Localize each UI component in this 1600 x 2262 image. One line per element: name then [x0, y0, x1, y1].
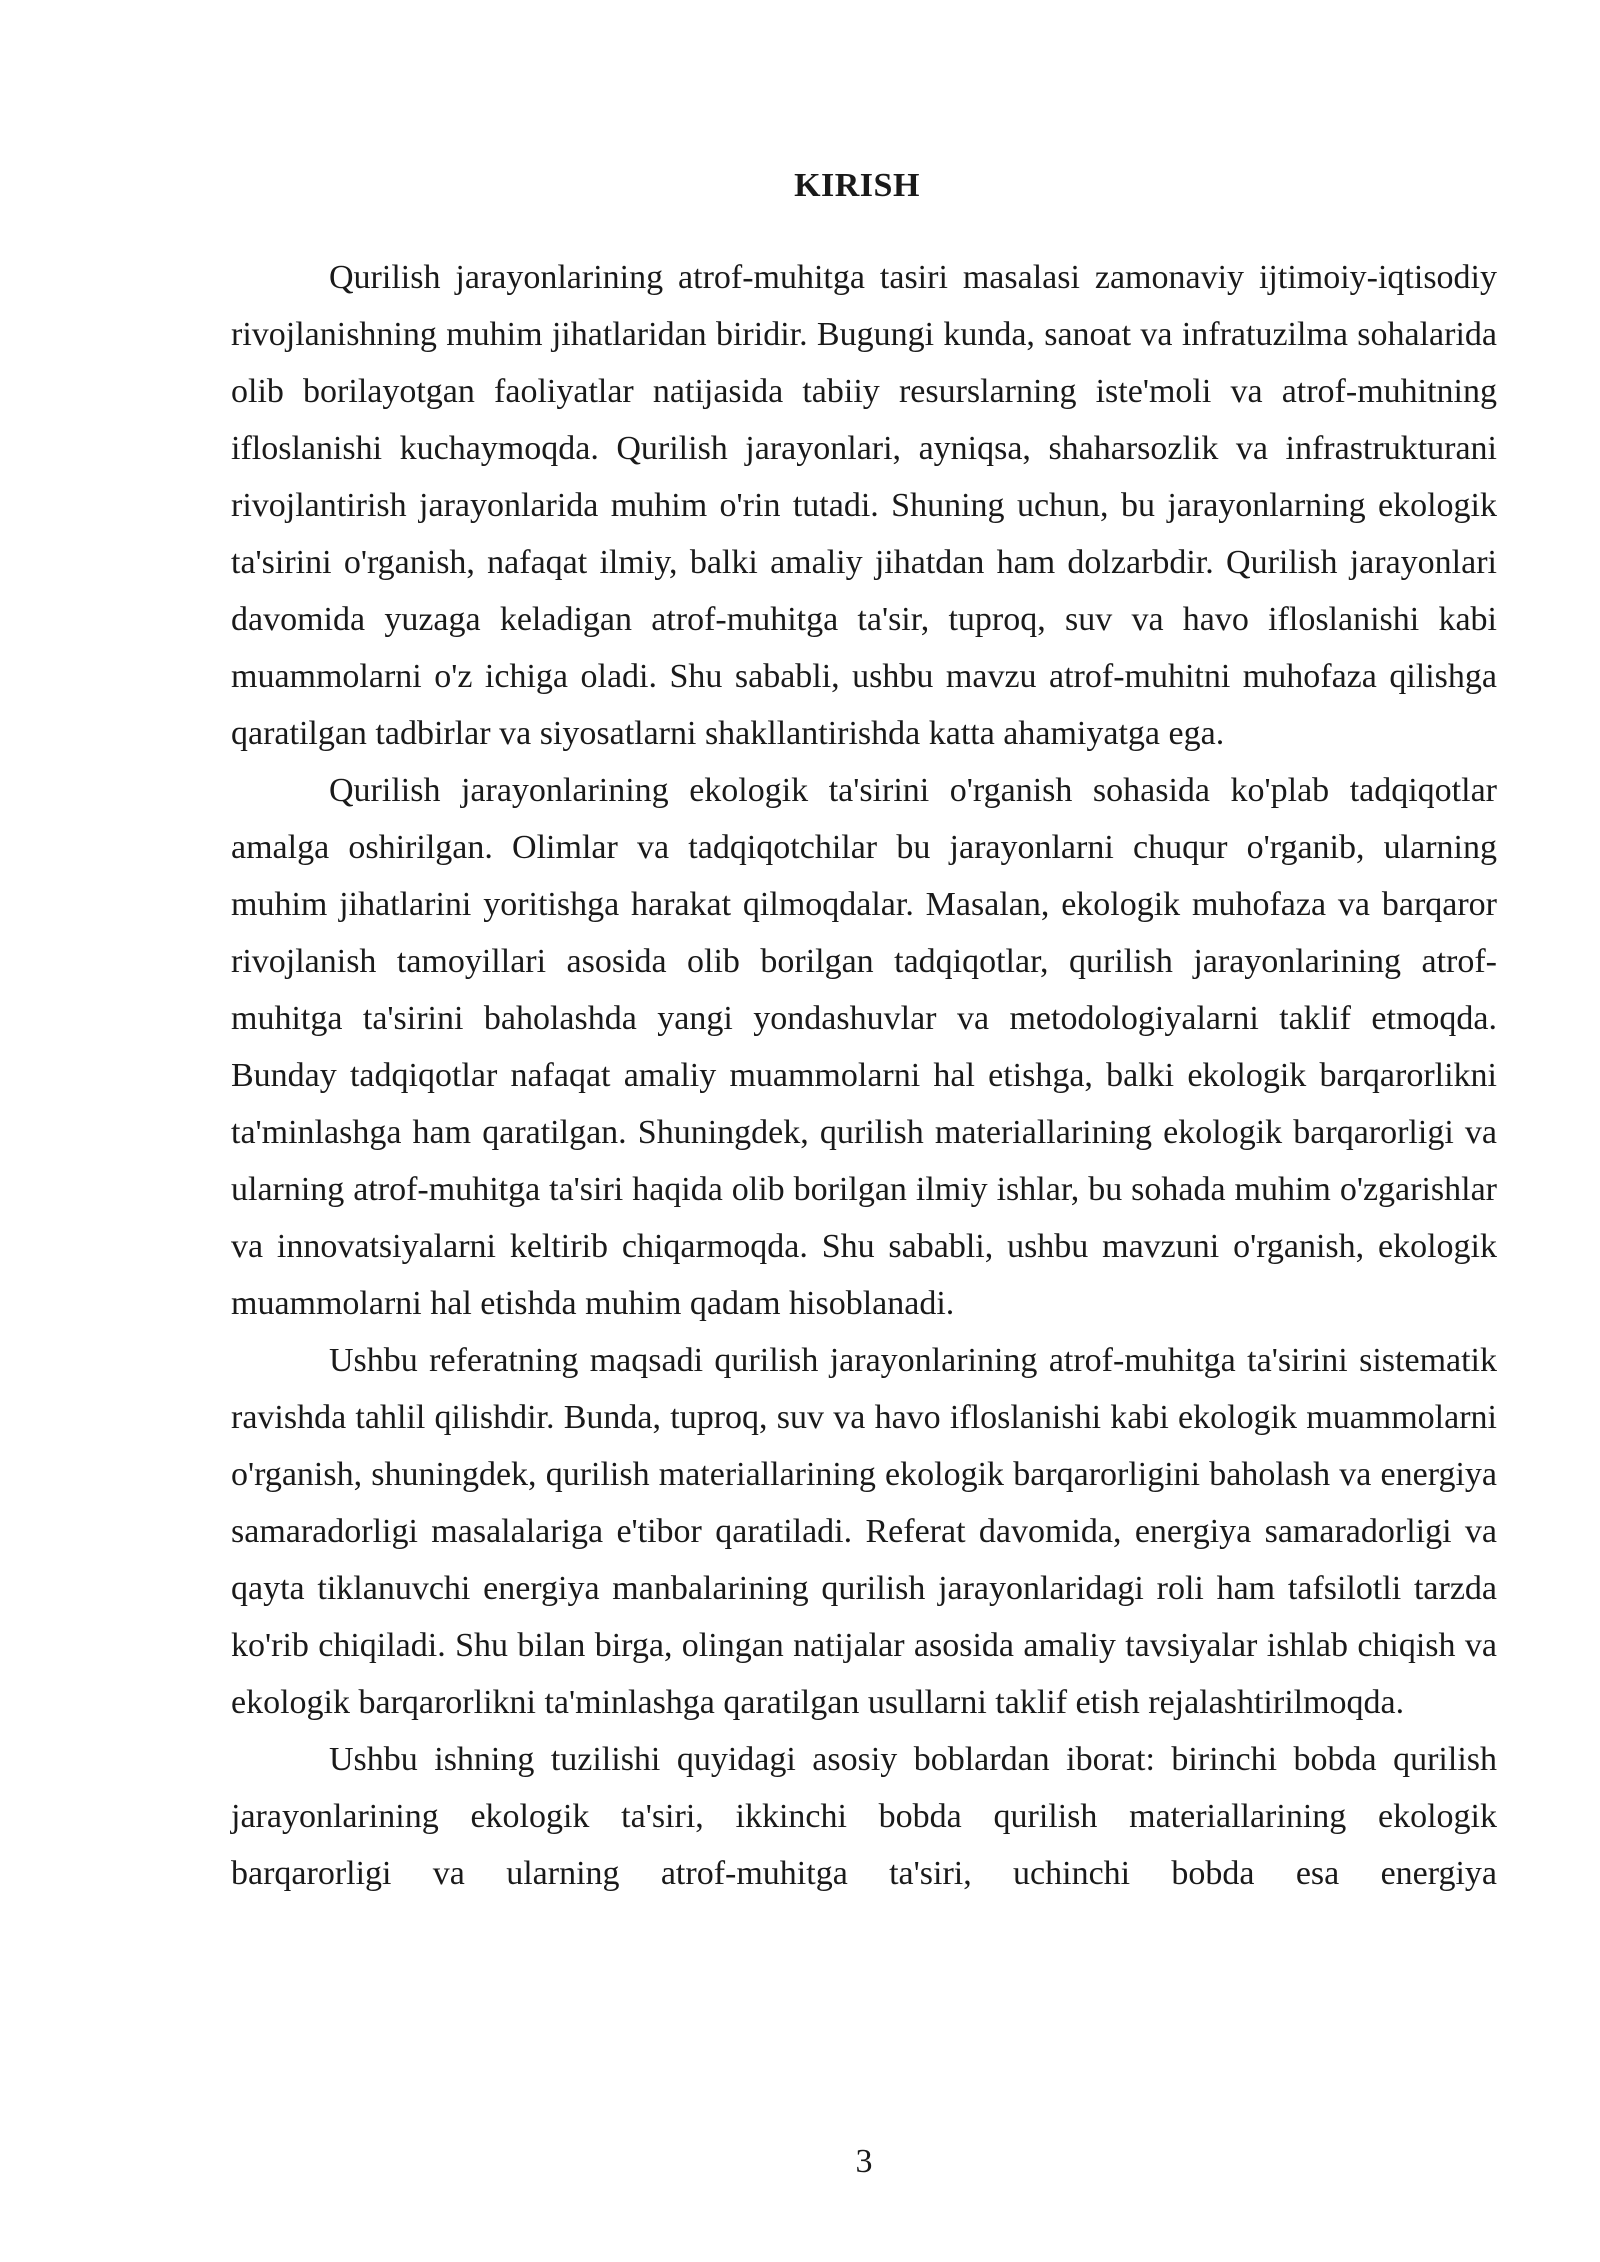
section-heading: KIRISH — [794, 167, 920, 204]
paragraph-3: Ushbu referatning maqsadi qurilish jarayonlarining atrof-muhitga ta'sirini sistematik ravishda tahlil qilishdir. Bunda, tuproq, suv va havo ifloslanishi kabi ekologik muammolarni o'rganish, shuningdek, qurilish materiallarining ekologik barqarorligini baholash va energiya samaradorligi masalalariga e'tibor qaratiladi. Referat davomida, energiya samaradorligi va qayta tiklanuvchi energiya manbalarining qurilish jarayonlaridagi roli ham tafsilotli tarzda ko'rib chiqiladi. Shu bilan birga, olingan natijalar asosida amaliy tavsiyalar ishlab chiqish va ekologik barqarorlikni ta'minlashga qaratilgan usullarni taklif etish rejalashtirilmoqda. — [231, 1342, 1497, 1721]
page-number: 3 — [855, 2143, 873, 2180]
body-text — [231, 249, 1497, 1902]
paragraph-1: Qurilish jarayonlarining atrof-muhitga tasiri masalasi zamonaviy ijtimoiy-iqtisodiy rivojlanishning muhim jihatlaridan biridir. Bugungi kunda, sanoat va infratuzilma sohalarida olib borilayotgan faoliyatlar natijasida tabiiy resurslarning iste'moli va atrof-muhitning ifloslanishi kuchaymoqda. Qurilish jarayonlari, ayniqsa, shaharsozlik va infrastrukturani rivojlantirish jarayonlarida muhim o'rin tutadi. Shuning uchun, bu jarayonlarning ekologik ta'sirini o'rganish, nafaqat ilmiy, balki amaliy jihatdan ham dolzarbdir. Qurilish jarayonlari davomida yuzaga keladigan atrof-muhitga ta'sir, tuproq, suv va havo ifloslanishi kabi muammolarni o'z ichiga oladi. Shu sababli, ushbu mavzu atrof-muhitni muhofaza qilishga qaratilgan tadbirlar va siyosatlarni shakllantirishda katta ahamiyatga ega. — [231, 259, 1497, 752]
paragraph-2: Qurilish jarayonlarining ekologik ta'sirini o'rganish sohasida ko'plab tadqiqotlar amalga oshirilgan. Olimlar va tadqiqotchilar bu jarayonlarni chuqur o'rganib, ularning muhim jihatlarini yoritishga harakat qilmoqdalar. Masalan, ekologik muhofaza va barqaror rivojlanish tamoyillari asosida olib borilgan tadqiqotlar, qurilish jarayonlarining atrof-muhitga ta'sirini baholashda yangi yondashuvlar va metodologiyalarni taklif etmoqda. Bunday tadqiqotlar nafaqat amaliy muammolarni hal etishga, balki ekologik barqarorlikni ta'minlashga ham qaratilgan. Shuningdek, qurilish materiallarining ekologik barqarorligi va ularning atrof-muhitga ta'siri haqida olib borilgan ilmiy ishlar, bu sohada muhim o'zgarishlar va innovatsiyalarni keltirib chiqarmoqda. Shu sababli, ushbu mavzuni o'rganish, ekologik muammolarni hal etishda muhim qadam hisoblanadi. — [231, 772, 1497, 1322]
paragraph-4: Ushbu ishning tuzilishi quyidagi asosiy boblardan iborat: birinchi bobda qurilish jarayonlarining ekologik ta'siri, ikkinchi bobda qurilish materiallarining ekologik barqarorligi va ularning atrof-muhitga ta'siri, uchinchi bobda esa energiya — [231, 1741, 1497, 1892]
